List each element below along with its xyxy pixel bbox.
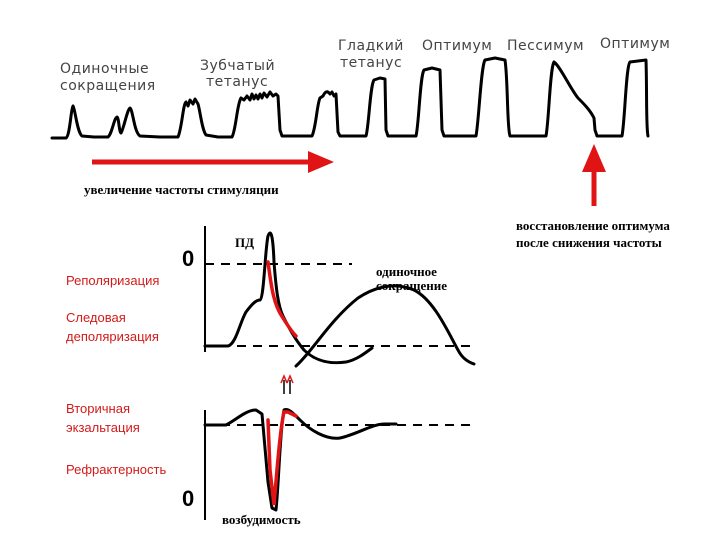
zero-label-top: 0	[182, 246, 195, 271]
refractoriness-label: Рефрактерность	[66, 462, 167, 477]
repolarization-label: Реполяризация	[66, 273, 160, 288]
label-smooth-line1: Гладкий	[338, 38, 404, 54]
frequency-arrow-label: увеличение частоты стимуляции	[84, 182, 279, 197]
zero-label-bottom: 0	[182, 486, 195, 511]
excitability-label: возбудимость	[222, 512, 301, 527]
label-single-line2: сокращения	[60, 78, 156, 94]
label-smooth-line2: тетанус	[340, 55, 403, 71]
label-optimum-1: Оптимум	[422, 38, 493, 54]
single-contraction-label-line2: сокращение	[376, 278, 447, 293]
label-single-line1: Одиночные	[60, 61, 150, 77]
label-serrated-line2: тетанус	[206, 74, 269, 90]
frequency-arrow-head	[308, 151, 334, 173]
action-potential-curve	[205, 233, 372, 363]
label-pessimum: Пессимум	[507, 38, 585, 54]
restore-label-line2: после снижения частоты	[516, 235, 662, 250]
repolarization-highlight	[268, 262, 296, 336]
single-contraction-label-line1: одиночное	[376, 264, 437, 279]
restore-arrow-head	[582, 144, 606, 172]
secondary-exaltation-line2: экзальтация	[66, 420, 140, 435]
single-contraction-curve	[296, 286, 474, 366]
label-serrated-line1: Зубчатый	[200, 58, 276, 74]
trace-depolarization-line1: Следовая	[66, 310, 126, 325]
trace-depolarization-line2: деполяризация	[66, 329, 159, 344]
restore-label-line1: восстановление оптимума	[516, 218, 670, 233]
secondary-exaltation-line1: Вторичная	[66, 401, 130, 416]
pd-label: ПД	[235, 235, 255, 250]
label-optimum-2: Оптимум	[600, 36, 671, 52]
